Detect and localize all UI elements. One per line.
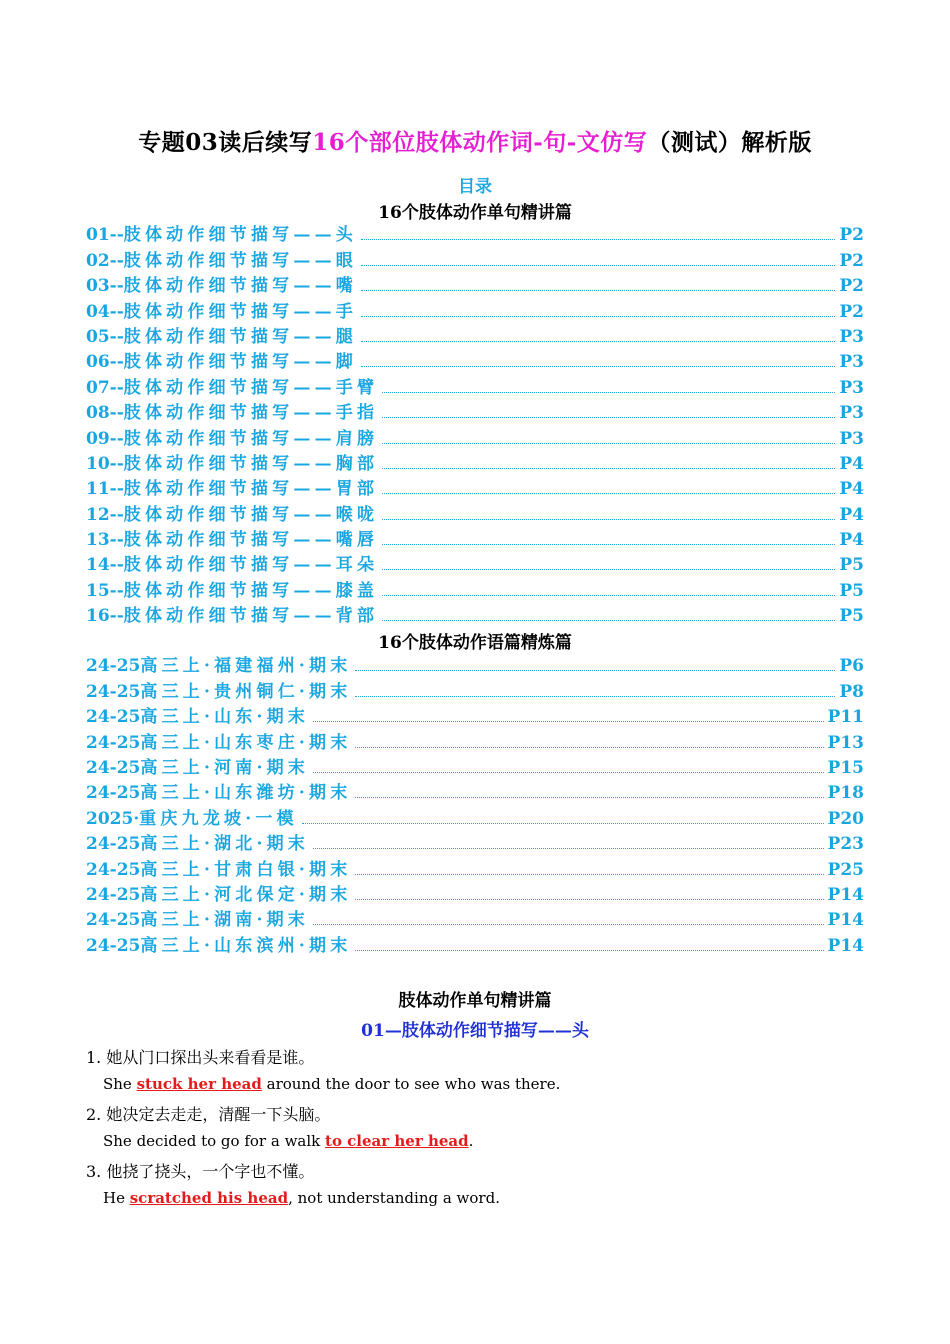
toc-entry[interactable] — [86, 220, 864, 245]
toc-entry-number: 24-25 — [86, 681, 141, 702]
toc-entry-number: 24-25 — [86, 935, 141, 956]
toc-entry-label: 重庆九龙坡·一模 — [139, 808, 298, 829]
toc-entry-label: 肢体动作细节描写——胸部 — [123, 453, 379, 474]
toc-entry-page: P3 — [839, 352, 864, 373]
toc-entry[interactable] — [86, 651, 864, 676]
toc-entry-label: 肢体动作细节描写——脚 — [123, 352, 357, 373]
toc-dot-leader — [382, 468, 835, 469]
toc-entry[interactable] — [86, 296, 864, 321]
toc-entry-page: P3 — [839, 403, 864, 424]
toc-entry-label: 肢体动作细节描写——嘴 — [123, 276, 357, 297]
toc-entry-number: 24-25 — [86, 859, 141, 880]
toc-entry-number: 13-- — [86, 530, 124, 551]
toc-entry-page: P20 — [827, 808, 864, 829]
toc-entry-page: P23 — [827, 834, 864, 855]
example-english-pre: She decided to go for a walk — [103, 1132, 326, 1150]
toc-entry-label: 高三上·山东滨州·期末 — [140, 935, 352, 956]
toc-entry-page: P4 — [839, 530, 864, 551]
toc-entry[interactable] — [86, 854, 864, 879]
toc-entry-page: P4 — [839, 453, 864, 474]
toc-entry[interactable] — [86, 525, 864, 550]
toc-entry-page: P13 — [827, 732, 864, 753]
toc-entry-number: 24-25 — [86, 910, 141, 931]
toc-entry[interactable] — [86, 880, 864, 905]
toc-dot-leader — [361, 316, 835, 317]
toc-dot-leader — [313, 721, 824, 722]
toc-entry[interactable] — [86, 905, 864, 930]
toc-dot-leader — [382, 595, 835, 596]
document-title — [0, 124, 950, 157]
example-english-post: . — [468, 1132, 474, 1150]
toc-dot-leader — [382, 569, 835, 570]
toc-entry-page: P3 — [839, 377, 864, 398]
toc-entry-label: 肢体动作细节描写——头 — [123, 225, 357, 246]
toc-entry-page: P2 — [839, 276, 864, 297]
toc-dot-leader — [382, 544, 835, 545]
toc-entry-label: 肢体动作细节描写——膝盖 — [123, 580, 379, 601]
toc-entry-number: 05-- — [86, 326, 124, 347]
toc-entry-page: P2 — [839, 250, 864, 271]
toc-section-1-list — [86, 220, 864, 626]
toc-entry-number: 24-25 — [86, 707, 141, 728]
toc-entry[interactable] — [86, 930, 864, 955]
toc-dot-leader — [382, 392, 835, 393]
toc-entry-number: 24-25 — [86, 656, 141, 677]
toc-entry[interactable] — [86, 474, 864, 499]
toc-entry-number: 10-- — [86, 453, 124, 474]
toc-entry-page: P15 — [827, 757, 864, 778]
toc-entry-page: P18 — [827, 783, 864, 804]
toc-dot-leader — [355, 874, 823, 875]
toc-entry-number: 01-- — [86, 225, 124, 246]
toc-entry-label: 肢体动作细节描写——背部 — [123, 606, 379, 627]
example-highlight: stuck her head — [136, 1075, 262, 1093]
toc-entry-page: P11 — [827, 707, 864, 728]
toc-dot-leader — [361, 341, 835, 342]
toc-entry-page: P25 — [827, 859, 864, 880]
toc-section-2-list — [86, 651, 864, 956]
toc-entry-label: 肢体动作细节描写——腿 — [123, 326, 357, 347]
toc-entry-number: 14-- — [86, 555, 124, 576]
toc-entry-page: P5 — [839, 606, 864, 627]
toc-entry-label: 高三上·甘肃白银·期末 — [140, 859, 352, 880]
title-part-3: （测试）解析版 — [647, 129, 812, 156]
toc-entry[interactable] — [86, 271, 864, 296]
toc-entry-label: 高三上·湖南·期末 — [140, 910, 310, 931]
toc-entry-page: P8 — [839, 681, 864, 702]
toc-entry-number: 24-25 — [86, 783, 141, 804]
toc-entry[interactable] — [86, 499, 864, 524]
toc-entry-label: 高三上·河北保定·期末 — [140, 884, 352, 905]
toc-entry-page: P4 — [839, 479, 864, 500]
toc-entry-page: P6 — [839, 656, 864, 677]
toc-entry-number: 08-- — [86, 403, 124, 424]
toc-entry-label: 肢体动作细节描写——眼 — [123, 250, 357, 271]
example-chinese: 3. 他挠了挠头，一个字也不懂。 — [86, 1162, 315, 1181]
example-chinese: 1. 她从门口探出头来看看是谁。 — [86, 1048, 315, 1067]
toc-dot-leader — [382, 443, 835, 444]
toc-entry-label: 高三上·贵州铜仁·期末 — [140, 681, 352, 702]
example-english-pre: He — [103, 1189, 130, 1207]
toc-entry-label: 肢体动作细节描写——手指 — [123, 403, 379, 424]
example-english-pre: She — [103, 1075, 137, 1093]
toc-entry-label: 肢体动作细节描写——喉咙 — [123, 504, 379, 525]
example-english — [103, 1075, 560, 1093]
toc-entry-number: 03-- — [86, 276, 124, 297]
toc-entry-number: 04-- — [86, 301, 124, 322]
toc-entry[interactable] — [86, 322, 864, 347]
section-heading: 肢体动作单句精讲篇 — [398, 991, 552, 1011]
toc-entry[interactable] — [86, 601, 864, 626]
toc-entry-page: P14 — [827, 884, 864, 905]
toc-entry-label: 肢体动作细节描写——嘴唇 — [123, 530, 379, 551]
toc-dot-leader — [313, 772, 824, 773]
toc-dot-leader — [382, 620, 835, 621]
example-english-post: around the door to see who was there. — [261, 1075, 561, 1093]
toc-entry[interactable] — [86, 347, 864, 372]
toc-entry-number: 16-- — [86, 606, 124, 627]
toc-entry-label: 高三上·福建福州·期末 — [140, 656, 352, 677]
toc-entry[interactable] — [86, 245, 864, 270]
toc-dot-leader — [313, 848, 824, 849]
toc-dot-leader — [355, 747, 823, 748]
toc-entry[interactable] — [86, 829, 864, 854]
toc-entry-label: 肢体动作细节描写——耳朵 — [123, 555, 379, 576]
toc-dot-leader — [313, 924, 824, 925]
toc-entry-page: P5 — [839, 555, 864, 576]
example-highlight: scratched his head — [129, 1189, 289, 1207]
toc-entry[interactable] — [86, 449, 864, 474]
toc-entry-page: P14 — [827, 910, 864, 931]
example-highlight: to clear her head — [325, 1132, 469, 1150]
toc-entry-page: P3 — [839, 326, 864, 347]
toc-section-1-title: 16个肢体动作单句精讲篇 — [378, 203, 572, 223]
toc-entry[interactable] — [86, 727, 864, 752]
toc-entry-page: P2 — [839, 301, 864, 322]
toc-dot-leader — [355, 950, 823, 951]
toc-entry-page: P5 — [839, 580, 864, 601]
toc-entry-number: 24-25 — [86, 732, 141, 753]
subsection-heading: 01—肢体动作细节描写——头 — [361, 1021, 589, 1041]
toc-entry-label: 高三上·河南·期末 — [140, 757, 310, 778]
toc-dot-leader — [302, 823, 824, 824]
example-chinese: 2. 她决定去走走，清醒一下头脑。 — [86, 1105, 331, 1124]
toc-section-2-title: 16个肢体动作语篇精炼篇 — [378, 633, 572, 653]
toc-dot-leader — [361, 239, 835, 240]
title-part-2: 16个部位肢体动作词-句-文仿写 — [312, 129, 648, 156]
toc-entry-label: 高三上·山东潍坊·期末 — [140, 783, 352, 804]
toc-entry[interactable] — [86, 702, 864, 727]
toc-entry[interactable] — [86, 550, 864, 575]
toc-entry-label: 高三上·山东·期末 — [140, 707, 310, 728]
toc-entry[interactable] — [86, 575, 864, 600]
toc-dot-leader — [382, 493, 835, 494]
toc-dot-leader — [355, 696, 835, 697]
toc-entry[interactable] — [86, 398, 864, 423]
toc-entry-page: P4 — [839, 504, 864, 525]
toc-entry[interactable] — [86, 778, 864, 803]
toc-entry-number: 06-- — [86, 352, 124, 373]
toc-entry[interactable] — [86, 803, 864, 828]
toc-entry-number: 24-25 — [86, 834, 141, 855]
toc-entry-page: P14 — [827, 935, 864, 956]
toc-entry[interactable] — [86, 372, 864, 397]
toc-dot-leader — [382, 417, 835, 418]
toc-entry[interactable] — [86, 676, 864, 701]
toc-entry-label: 肢体动作细节描写——手 — [123, 301, 357, 322]
toc-entry-number: 12-- — [86, 504, 124, 525]
toc-heading: 目录 — [458, 177, 492, 197]
toc-dot-leader — [361, 366, 835, 367]
example-english — [103, 1189, 500, 1207]
toc-dot-leader — [361, 265, 835, 266]
toc-dot-leader — [382, 519, 835, 520]
toc-entry-page: P3 — [839, 428, 864, 449]
toc-entry-number: 02-- — [86, 250, 124, 271]
example-english — [103, 1132, 473, 1150]
toc-entry[interactable] — [86, 423, 864, 448]
toc-entry-number: 24-25 — [86, 757, 141, 778]
toc-entry-label: 高三上·湖北·期末 — [140, 834, 310, 855]
toc-entry-label: 高三上·山东枣庄·期末 — [140, 732, 352, 753]
example-english-post: , not understanding a word. — [288, 1189, 500, 1207]
toc-entry-page: P2 — [839, 225, 864, 246]
toc-dot-leader — [355, 899, 823, 900]
toc-dot-leader — [361, 290, 835, 291]
title-part-1: 专题03读后续写 — [138, 129, 313, 156]
toc-entry-number: 24-25 — [86, 884, 141, 905]
toc-entry-number: 15-- — [86, 580, 124, 601]
toc-entry-number: 07-- — [86, 377, 124, 398]
toc-entry-label: 肢体动作细节描写——肩膀 — [123, 428, 379, 449]
toc-entry-label: 肢体动作细节描写——手臂 — [123, 377, 379, 398]
toc-entry-number: 11-- — [86, 479, 124, 500]
toc-dot-leader — [355, 797, 823, 798]
toc-entry-number: 09-- — [86, 428, 124, 449]
toc-entry-number: 2025· — [86, 808, 140, 829]
toc-entry[interactable] — [86, 753, 864, 778]
toc-entry-label: 肢体动作细节描写——胃部 — [123, 479, 379, 500]
toc-dot-leader — [355, 670, 835, 671]
